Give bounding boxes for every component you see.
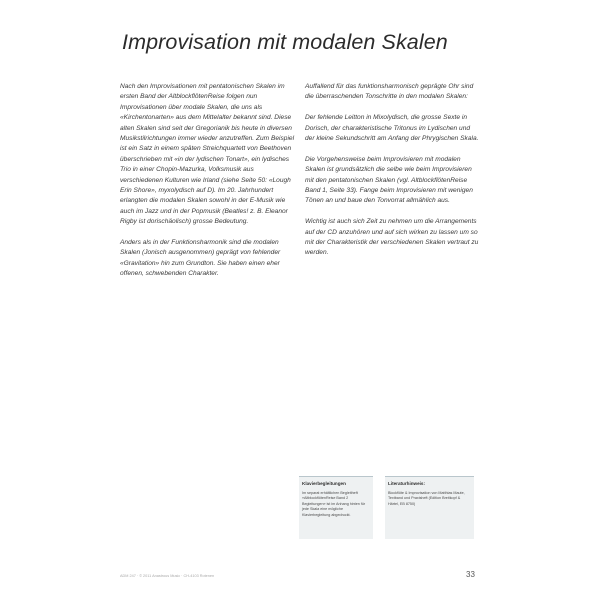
paragraph: Anders als in der Funktionsharmonik sind die modalen Skalen (Jonisch ausgenommen) geprägt von fehlender «Gravitation» hin zum Grundton. Sie haben einen eher offenen, schwebenden Charakter. [120,239,281,278]
left-text-column [120,82,295,290]
paragraph: Die Vorgehensweise beim Improvisieren mit modalen Skalen ist grundsätzlich die selbe wie beim Improvisieren mit den pentatonischen Skalen (vgl. AltblockflötenReise Band 1, Seite 33). Fange beim Improvisieren mit wenigen Tönen an und baue den Tonvorrat allmählich aus. [305,155,473,205]
page-number: 33 [466,570,475,579]
paragraph: Wichtig ist auch sich Zeit zu nehmen um die Arrangements auf der CD anzuhören und auf sich wirken zu lassen um so mit der Charakteristik der verschiedenen Skalen vertraut zu werden. [305,218,479,257]
info-box-text: Blockflöte & Improvisation von Matthias Maute, Textband und Praxisheft (Edition Breitkopf & Härtel, EB 8750) [388,491,465,506]
page-footer: ADM 247 · © 2011 Anastrous Music · CH-4103 Rotenen [120,574,215,578]
info-box-literature [385,476,474,539]
paragraph: Nach den Improvisationen mit pentatonischen Skalen im ersten Band der AltblockflötenReise folgen nun Improvisationen über modale Skalen, die uns als «Kirchentonarten» aus dem Mittelalter bekannt sind. Diese alten Skalen sind seit der Gregorianik bis heute in diversen Musikstilrichtungen immer wieder anzutreffen. Zum Beispiel ist ein Satz in einem späten Streichquartett von Beethoven überschrieben mit «in der lydischen Tonart», ein lydisches Trio in einer Chopin-Mazurka, Volksmusik aus verschiedenen Kulturen wie Irland (siehe Seite 50: «Lough Erin Shore», myxolydisch auf D). Im 20. Jahrhundert erlangten die modalen Skalen sowohl in der E-Musik wie auch im Jazz und in der Popmusik (Beatles! z. B. Eleanor Rigby ist dorischäolisch) grosse Bedeutung. [120,83,295,226]
info-box-heading: Literaturhinweis: [388,481,426,486]
right-text-column [305,82,480,269]
page-title: Improvisation mit modalen Skalen [122,30,448,54]
info-box-heading: Klavierbegleitungen [302,481,346,486]
info-box-text: Im separat erhältlichen Begleitheft «AltblockflötenReise Band 2 Begleitungen» ist im Anhang hinten für jede Skala eine mögliche Klavierbegleitung abgedruckt. [302,491,366,517]
info-box-piano-accompaniment [299,476,373,539]
paragraph: Der fehlende Leitton in Mixolydisch, die grosse Sexte in Dorisch, der charakteristische Tritonus im Lydischen und der kleine Sekundschritt am Anfang der Phrygischen Skala. [305,114,479,143]
paragraph: Auffallend für das funktionsharmonisch geprägte Ohr sind die überraschenden Tonschritte in den modalen Skalen: [305,83,474,101]
